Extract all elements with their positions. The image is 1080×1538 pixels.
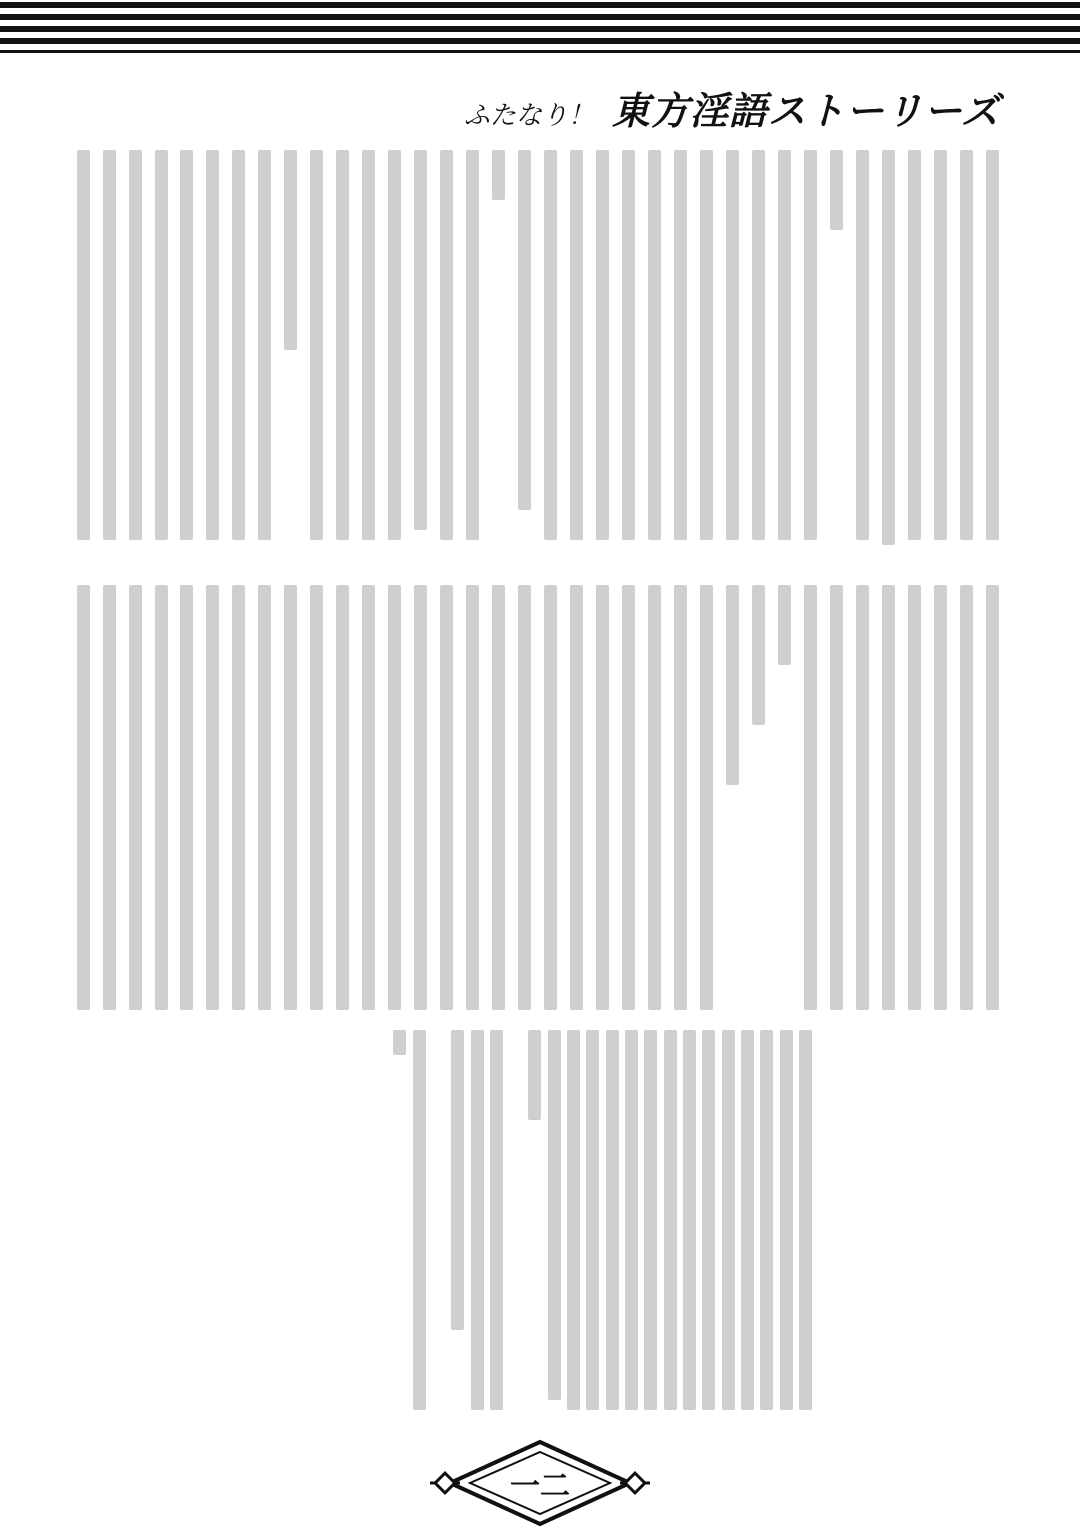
redacted-text-column [771, 585, 797, 1010]
redacted-text-column [390, 1030, 409, 1410]
redacted-text-column [200, 150, 226, 545]
redacted-text-column [603, 1030, 622, 1410]
redacted-text-column [719, 150, 745, 545]
redacted-text-column [448, 1030, 467, 1410]
redacted-text-column [487, 1030, 506, 1410]
redacted-text-column [486, 150, 512, 545]
redacted-text-column [467, 1030, 486, 1410]
redacted-text-column [615, 150, 641, 545]
redacted-text-column [434, 585, 460, 1010]
redacted-text-column [564, 1030, 583, 1410]
redacted-text-column [641, 585, 667, 1010]
redacted-text-column [776, 1030, 795, 1410]
redacted-text-column [823, 150, 849, 545]
redacted-text-column [641, 1030, 660, 1410]
header-subtitle: ふたなり！ [463, 101, 594, 131]
redacted-text-column [718, 1030, 737, 1410]
redacted-text-column [122, 585, 148, 1010]
redacted-text-column [661, 1030, 680, 1410]
redacted-text-column [70, 585, 96, 1010]
redacted-text-column [96, 585, 122, 1010]
redacted-text-column [506, 1030, 525, 1410]
redacted-text-column [583, 1030, 602, 1410]
redacted-text-column [979, 150, 1005, 545]
redacted-text-column [278, 585, 304, 1010]
redacted-text-column [70, 150, 96, 545]
header-title: 東方淫語ストーリーズ [611, 88, 1000, 133]
redacted-text-column [796, 1030, 815, 1410]
redacted-text-column [564, 585, 590, 1010]
redacted-text-column [525, 1030, 544, 1410]
redacted-text-column [745, 150, 771, 545]
redacted-text-column [590, 150, 616, 545]
redacted-text-column [699, 1030, 718, 1410]
redacted-text-column [408, 150, 434, 545]
redacted-text-column [622, 1030, 641, 1410]
redacted-text-column [538, 585, 564, 1010]
redacted-text-column [615, 585, 641, 1010]
redacted-text-column [460, 585, 486, 1010]
redacted-text-column [823, 585, 849, 1010]
page-header [464, 80, 1000, 135]
redacted-text-column [901, 585, 927, 1010]
redacted-text-column [330, 585, 356, 1010]
redacted-text-column [304, 150, 330, 545]
redacted-text-column [641, 150, 667, 545]
redacted-text-column [590, 585, 616, 1010]
redacted-text-column [356, 585, 382, 1010]
text-block-middle [70, 585, 1005, 1010]
redacted-text-column [96, 150, 122, 545]
redacted-text-column [693, 585, 719, 1010]
redacted-text-column [200, 585, 226, 1010]
redacted-text-column [849, 150, 875, 545]
text-block-lower [390, 1030, 815, 1410]
redacted-text-column [174, 585, 200, 1010]
redacted-text-column [252, 585, 278, 1010]
redacted-text-column [667, 150, 693, 545]
redacted-text-column [875, 585, 901, 1010]
redacted-text-column [667, 585, 693, 1010]
redacted-text-column [429, 1030, 448, 1410]
redacted-text-column [330, 150, 356, 545]
redacted-text-column [745, 585, 771, 1010]
redacted-text-column [797, 150, 823, 545]
redacted-text-column [719, 585, 745, 1010]
redacted-text-column [512, 585, 538, 1010]
redacted-text-column [409, 1030, 428, 1410]
redacted-text-column [927, 150, 953, 545]
redacted-text-column [252, 150, 278, 545]
redacted-text-column [680, 1030, 699, 1410]
redacted-text-column [771, 150, 797, 545]
redacted-text-column [460, 150, 486, 545]
redacted-text-column [226, 585, 252, 1010]
redacted-text-column [538, 150, 564, 545]
top-border-stripes [0, 0, 1080, 60]
redacted-text-column [564, 150, 590, 545]
redacted-text-column [382, 585, 408, 1010]
redacted-text-column [356, 150, 382, 545]
redacted-text-column [927, 585, 953, 1010]
redacted-text-column [226, 150, 252, 545]
page-number: 一二 [510, 1469, 570, 1504]
redacted-text-column [122, 150, 148, 545]
redacted-text-column [875, 150, 901, 545]
redacted-text-column [953, 150, 979, 545]
redacted-text-column [693, 150, 719, 545]
page-number-wrap [430, 1438, 650, 1528]
redacted-text-column [512, 150, 538, 545]
redacted-text-column [278, 150, 304, 545]
redacted-text-column [849, 585, 875, 1010]
redacted-text-column [148, 585, 174, 1010]
redacted-text-column [174, 150, 200, 545]
redacted-text-column [408, 585, 434, 1010]
redacted-text-column [304, 585, 330, 1010]
redacted-text-column [545, 1030, 564, 1410]
redacted-text-column [901, 150, 927, 545]
redacted-text-column [738, 1030, 757, 1410]
redacted-text-column [953, 585, 979, 1010]
redacted-text-column [486, 585, 512, 1010]
redacted-text-column [148, 150, 174, 545]
redacted-text-column [434, 150, 460, 545]
redacted-text-column [797, 585, 823, 1010]
text-block-upper [70, 150, 1005, 545]
redacted-text-column [382, 150, 408, 545]
redacted-text-column [757, 1030, 776, 1410]
redacted-text-column [979, 585, 1005, 1010]
